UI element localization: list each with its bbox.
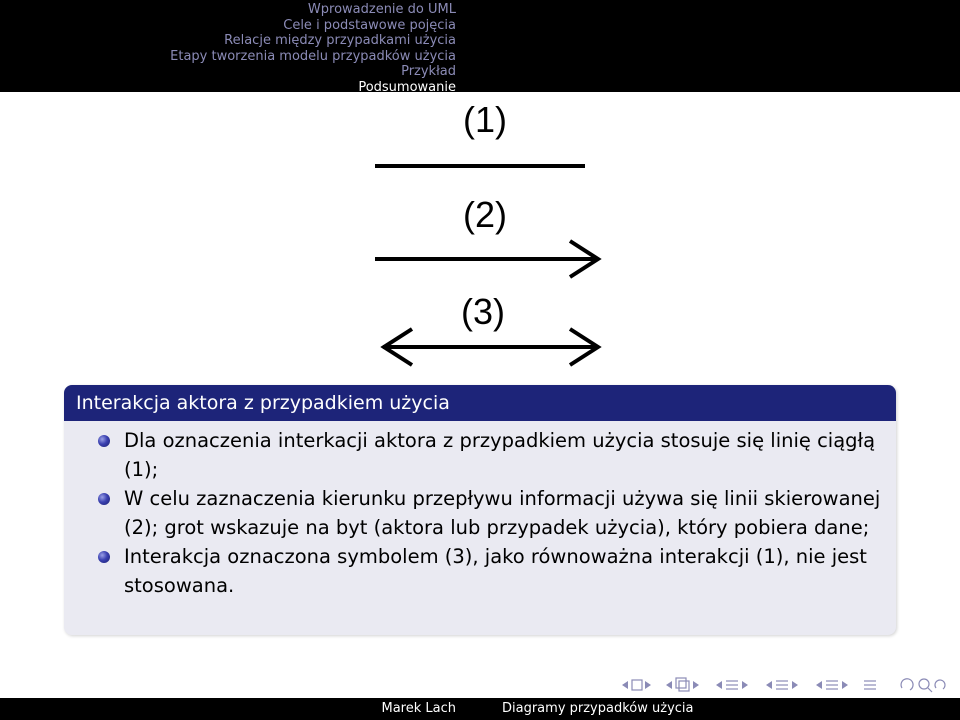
list-item <box>88 542 884 600</box>
footer <box>0 698 960 720</box>
footer-presentation-title: Diagramy przypadków użycia <box>502 701 694 716</box>
footer-author: Marek Lach <box>381 701 456 716</box>
nav-back-icon[interactable] <box>901 679 913 690</box>
nav-next-section-icon[interactable] <box>816 681 848 689</box>
symbol-label-1: (1) <box>463 99 507 140</box>
nav-prev-frame-icon[interactable] <box>666 678 699 691</box>
bullet-icon <box>98 551 110 563</box>
nav-section-wprowadzenie[interactable]: Wprowadzenie do UML <box>307 2 456 17</box>
nav-section-cele[interactable]: Cele i podstawowe pojęcia <box>283 17 456 33</box>
symbol-label-2: (2) <box>463 194 507 235</box>
symbol-bidirectional-arrow <box>383 329 598 365</box>
nav-search-icon[interactable] <box>919 679 945 692</box>
list-item <box>88 426 884 484</box>
symbol-directed-arrow <box>375 241 598 277</box>
nav-first-frame-icon[interactable] <box>622 680 651 690</box>
list-item-text: Dla oznaczenia interkacji aktora z przypadkiem użycia stosuje się linię ciągłą (1); <box>124 429 876 481</box>
nav-align-icon[interactable] <box>864 681 876 689</box>
symbol-label-3: (3) <box>461 291 505 332</box>
list-item-text: Interakcja oznaczona symbolem (3), jako równoważna interakcji (1), nie jest stosowana. <box>124 545 867 597</box>
beamer-navigation-controls <box>620 676 950 694</box>
nav-prev-section-icon[interactable] <box>766 681 798 689</box>
nav-prev-subsection-icon[interactable] <box>716 681 748 689</box>
list-item <box>88 484 884 542</box>
nav-section-relacje[interactable]: Relacje między przypadkami użycia <box>224 33 456 48</box>
bullet-icon <box>98 493 110 505</box>
list-item-text: W celu zaznaczenia kierunku przepływu informacji używa się linii skierowanej (2); grot wskazuje na byt (aktora lub przypadek użycia), który pobiera dane; <box>124 487 881 539</box>
nav-section-etapy[interactable]: Etapy tworzenia modelu przypadków użycia <box>170 48 456 64</box>
info-block <box>64 385 896 635</box>
block-title: Interakcja aktora z przypadkiem użycia <box>64 385 896 421</box>
bullet-icon <box>98 435 110 447</box>
block-body <box>64 421 896 600</box>
nav-section-przyklad[interactable]: Przykład <box>401 64 456 79</box>
nav-section-podsumowanie[interactable]: Podsumowanie <box>358 79 456 95</box>
